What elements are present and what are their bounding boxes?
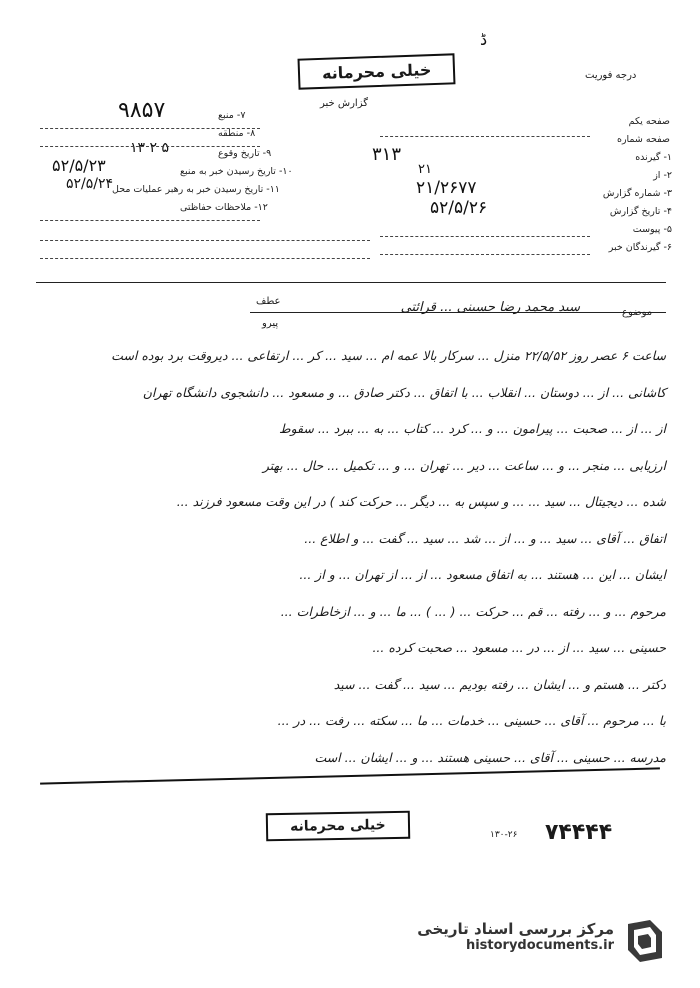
reference-label: عطف — [256, 296, 281, 307]
field-rule — [40, 146, 260, 147]
body-line: شده ... دیجیتال ... سید ... ... و سپس به ... دیگر ... حرکت کند ) در این وقت مسعود فرزند ... — [176, 494, 666, 509]
watermark-url: historydocuments.ir — [465, 938, 614, 953]
form-field-ops-received: ۱۱- تاریخ رسیدن خبر به رهبر عملیات محل — [112, 184, 280, 195]
priority-label: درجه فوریت — [585, 70, 637, 81]
report-body — [34, 338, 666, 776]
watermark — [417, 920, 660, 953]
body-line: اتفاق ... آقای ... سید ... و ... از ... شد ... سید ... گفت ... و اطلاع ... — [304, 530, 666, 546]
body-line: دکتر ... هستم و ... ایشان ... رفته بودیم ... سید ... گفت ... سید — [333, 676, 666, 692]
section-divider — [36, 282, 666, 283]
form-field-event-date: ۹- تاریخ وقوع — [218, 148, 272, 159]
body-line: ارزیابی ... منجر ... و ... ساعت ... دیر ... تهران ... و ... تکمیل ... حال ... بهتر — [262, 457, 666, 473]
field-rule — [380, 236, 590, 237]
field-rule — [40, 220, 260, 221]
form-field-recipient: ۱- گیرنده — [635, 152, 672, 163]
report-subtitle: گزارش خبر — [320, 98, 368, 109]
watermark-title: مرکز بررسی اسناد تاریخی — [417, 920, 614, 938]
body-line: مدرسه ... حسینی ... آقای ... حسینی هستند ... و ... ایشان ... است — [314, 749, 666, 765]
field-rule — [380, 254, 590, 255]
form-field-report-date: ۴- تاریخ گزارش — [609, 206, 672, 217]
form-field-source: ۷- منبع — [218, 110, 246, 121]
serial-code: ۱۳۰-۲۶ — [490, 830, 518, 840]
form-value-source: ۹۸۵۷ — [118, 98, 166, 123]
page-number-label: صفحه شماره — [616, 134, 670, 145]
body-line: ایشان ... این ... هستند ... به اتفاق مسعود ... از ... از تهران ... و از ... — [299, 567, 666, 582]
form-value-report-number: ۲۱/۲۶۷۷ — [416, 178, 477, 198]
followup-label: پیرو — [262, 318, 279, 329]
field-rule — [40, 258, 370, 259]
page-first-label: صفحه یکم — [628, 116, 670, 127]
form-value-source-received: ۵۲/۵/۲۳ — [52, 156, 106, 175]
classification-stamp-top: خیلی محرمانه — [298, 53, 456, 89]
body-line: حسینی ... سید ... از ... در ... مسعود ... صحبت کرده ... — [372, 640, 666, 655]
field-rule — [40, 240, 370, 241]
body-line: کاشانی ... از ... دوستان ... انقلاب ... با اتفاق ... دکتر صادق ... و مسعود ... دانشجوی دانشگاه تهران — [142, 384, 666, 400]
form-field-source-received: ۱۰- تاریخ رسیدن خبر به منبع — [180, 166, 293, 177]
form-field-recipients: ۶- گیرندگان خبر — [608, 242, 672, 253]
subject-label: موضوع — [622, 307, 653, 318]
form-field-attachment: ۵- پیوست — [632, 224, 672, 235]
form-value-report-date: ۵۲/۵/۲۶ — [430, 198, 488, 218]
serial-number: ۷۴۴۴۴ — [545, 820, 613, 845]
form-field-region: ۸- منطقه — [218, 128, 256, 139]
form-field-report-number: ۳- شماره گزارش — [602, 188, 672, 199]
subject-text: سید محمد رضا حسینی ... قرائتی — [400, 300, 580, 315]
archive-logo-icon — [624, 918, 666, 964]
field-rule — [40, 128, 260, 129]
corner-mark: ڈ — [480, 30, 488, 49]
form-value-recipient: ۳۱۳ — [372, 144, 402, 165]
classification-stamp-bottom: خیلی محرمانه — [266, 811, 410, 842]
form-value-ops-received: ۵۲/۵/۲۴ — [66, 176, 114, 192]
form-value-from: ۲۱ — [418, 162, 432, 177]
form-value-event-date: ۱۳ ۲ ۵ — [130, 140, 169, 156]
form-field-from: ۲- از — [653, 170, 672, 181]
field-rule — [380, 136, 590, 137]
body-line: ساعت ۶ عصر روز ۲۲/۵/۵۲ منزل ... سرکار بالا عمه ام ... سید ... کر ... ارتفاعی ... دیروقت برد بوده است — [111, 348, 666, 363]
body-line: با ... مرحوم ... آقای ... حسینی ... خدمات ... ما ... سکته ... رفت ... در ... — [277, 713, 666, 728]
body-line: از ... از ... صحبت ... پیرامون ... و ... کرد ... کتاب ... به ... ببرد ... سقوط — [279, 421, 666, 436]
form-field-security-notes: ۱۲- ملاحظات حفاظتی — [180, 202, 268, 213]
body-line: مرحوم ... و ... رفته ... قم ... حرکت ... ( ... ) ... ما ... و ... ازخاطرات ... — [280, 603, 666, 619]
